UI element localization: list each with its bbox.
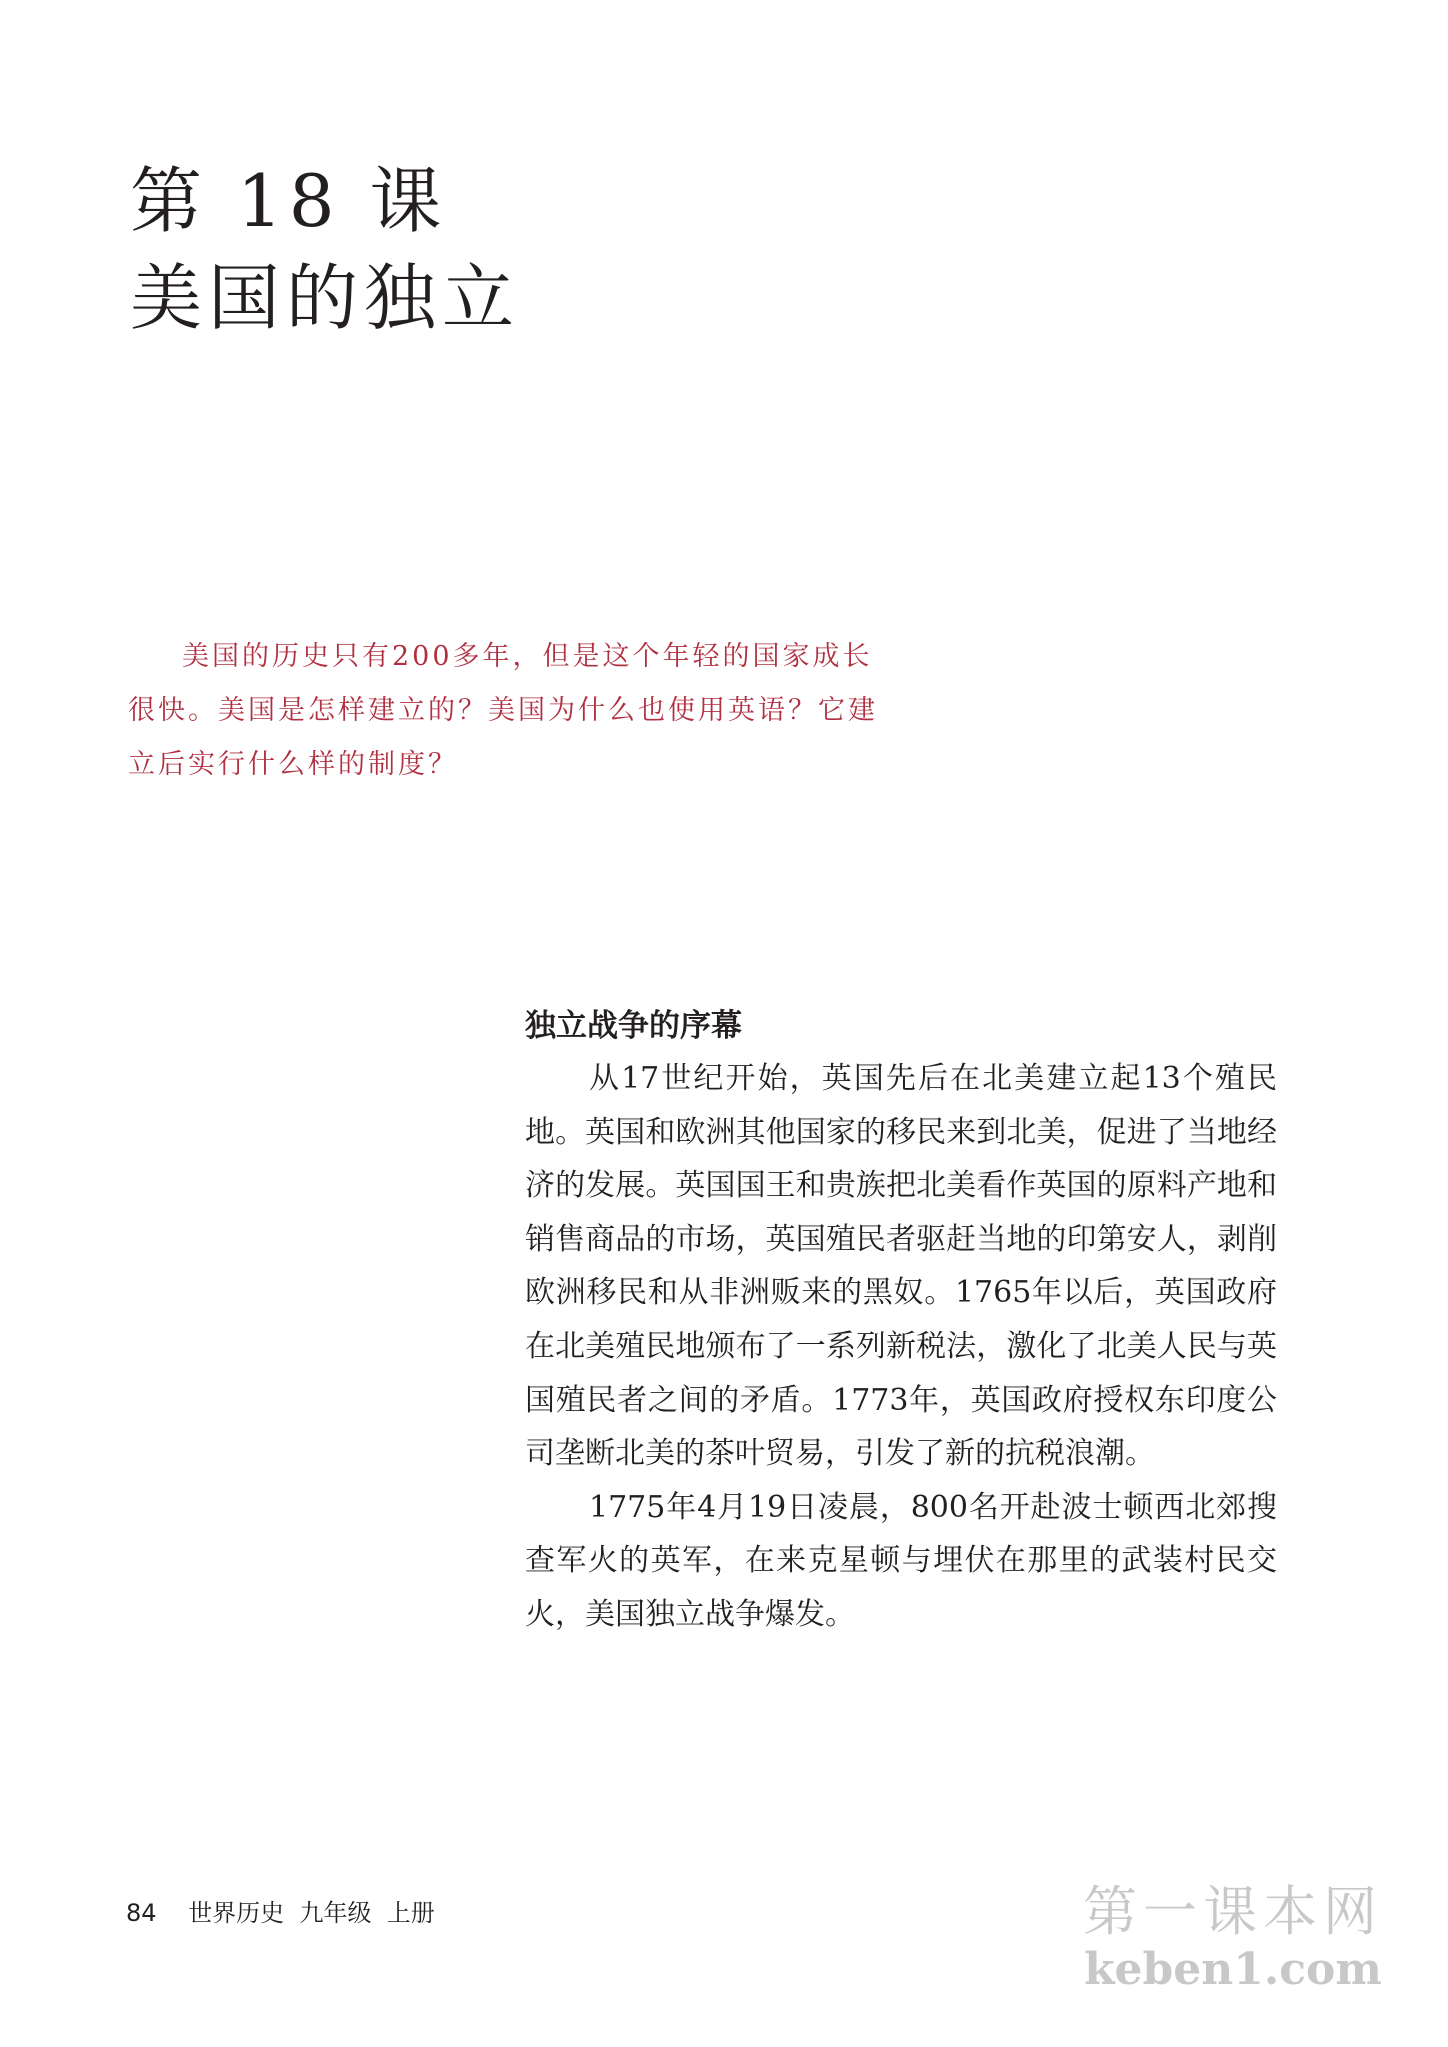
watermark-url: keben1.com — [1084, 1944, 1382, 1995]
page-number: 84 — [126, 1899, 157, 1927]
page-footer — [126, 1893, 435, 1928]
section-heading: 独立战争的序幕 — [525, 1008, 742, 1044]
body-paragraph: 从17世纪开始，英国先后在北美建立起13个殖民地。英国和欧洲其他国家的移民来到北美，促进了当地经济的发展。英国国王和贵族把北美看作英国的原料产地和销售商品的市场，英国殖民者驱赶当地的印第安人，剥削欧洲移民和从非洲贩来的黑奴。1765年以后，英国政府在北美殖民地颁布了一系列新税法，激化了北美人民与英国殖民者之间的矛盾。1773年，英国政府授权东印度公司垄断北美的茶叶贸易，引发了新的抗税浪潮。 — [525, 1061, 1277, 1472]
lesson-number: 第 18 课 — [130, 159, 448, 243]
lesson-title: 美国的独立 — [130, 256, 521, 340]
body-paragraph: 1775年4月19日凌晨，800名开赴波士顿西北郊搜查军火的英军，在来克星顿与埋伏在那里的武装村民交火，美国独立战争爆发。 — [525, 1489, 1277, 1632]
book-title: 世界历史 九年级 上册 — [188, 1899, 435, 1927]
section-body — [525, 1052, 1277, 1642]
watermark — [1083, 1880, 1383, 1996]
watermark-name: 第一课本网 — [1083, 1880, 1383, 1943]
intro-paragraph: 美国的历史只有200多年，但是这个年轻的国家成长很快。美国是怎样建立的？美国为什么也使用英语？它建立后实行什么样的制度？ — [128, 641, 878, 780]
intro-block — [128, 630, 888, 792]
